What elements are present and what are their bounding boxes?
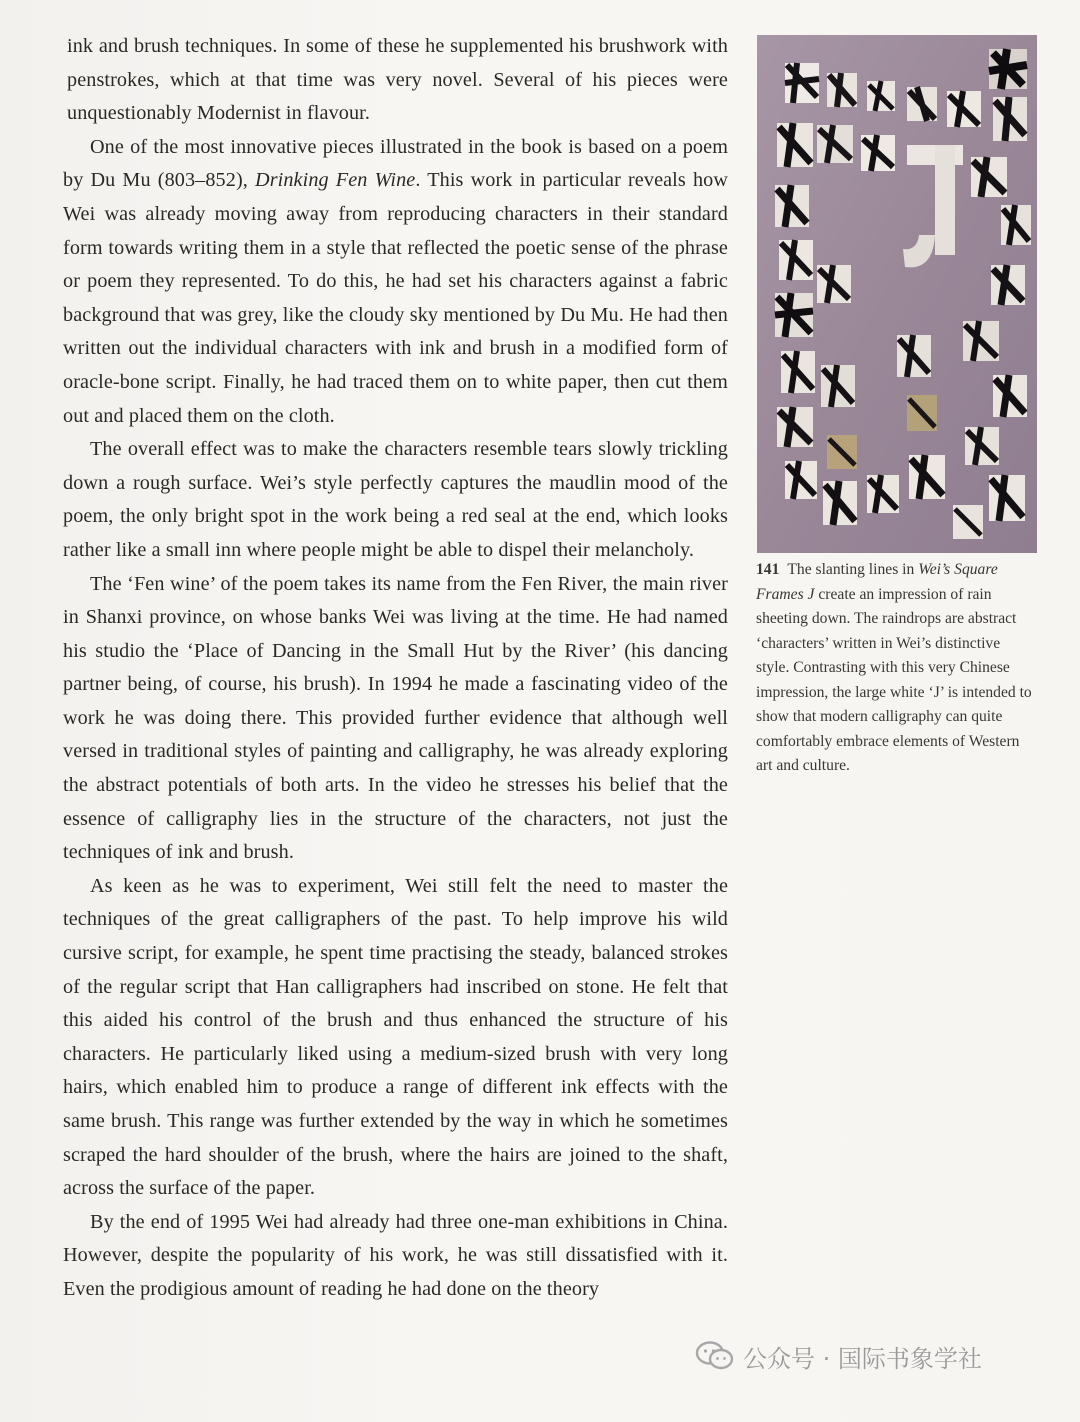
paragraph-2 [63,131,728,433]
paragraph-1: ink and brush techniques. In some of these he supplemented his brushwork with penstrokes, which at that time was very novel. Several of his pieces were unquestionably Modernist in flavour. [67,35,728,125]
wechat-watermark [695,1336,982,1376]
paragraph-3: The overall effect was to make the characters resemble tears slowly trickling down a rough surface. Wei’s style perfectly captures the maudlin mood of the poem, the only bright spot in the work being a red seal at the end, which looks rather like a small inn where people might be able to dispel their melancholy. [63,438,728,561]
caption-part-b: create an impression of rain sheeting down. The raindrops are abstract ‘characters’ written in Wei’s distinctive style. Contrasting with this very Chinese impression, the large white ‘J’ is intended to show that modern calligraphy can quite comfortably embrace elements of Western art and culture. [756,585,1032,774]
watermark-text: 公众号 · 国际书象学社 [743,1344,982,1373]
caption-part-a: The slanting lines in [787,561,919,578]
artwork-title: Wei’s Square Frames J [756,561,998,603]
poem-title: Drinking Fen Wine [255,169,416,192]
main-text-column [63,30,728,1307]
paragraph-2-part-a: One of the most innovative pieces illustrated in the book is based on a poem by Du Mu (803–852), [63,135,728,192]
artwork-image [757,35,1037,553]
paragraph-6: By the end of 1995 Wei had already had three one-man exhibitions in China. However, despite the popularity of his work, he was still dissatisfied with it. Even the prodigious amount of reading he had done on the theory [63,1210,728,1300]
figure-caption [756,558,1032,779]
figure-number: 141 [756,561,780,578]
wechat-icon [695,1340,735,1372]
square-frames-j-artwork [757,35,1037,553]
paragraph-4: The ‘Fen wine’ of the poem takes its name from the Fen River, the main river in Shanxi province, on whose banks Wei was living at the time. He had named his studio the ‘Place of Dancing in the Small Hut by the River’ (his dancing partner being, of course, his brush). In 1994 he made a fascinating video of the work he was doing there. This provided further evidence that although well versed in traditional styles of painting and calligraphy, he was already exploring the abstract potentials of both arts. In the video he stresses his belief that the essence of calligraphy lies in the structure of the characters, not just the techniques of ink and brush. [63,572,728,864]
paragraph-2-part-b: . This work in particular reveals how Wei was already moving away from reproducing characters in their standard form towards writing them in a style that reflected the poetic sense of the phrase or poem they represented. To do this, he had set his characters against a fabric background that was grey, like the cloudy sky mentioned by Du Mu. He had then written out the individual characters with ink and brush in a modified form of oracle-bone script. Finally, he had traced them on to white paper, then cut them out and placed them on the cloth. [63,169,729,427]
paragraph-5: As keen as he was to experiment, Wei still felt the need to master the techniques of the great calligraphers of the past. To help improve his wild cursive script, for example, he spent time practising the steady, balanced strokes of the regular script that Han calligraphers had inscribed on stone. He felt that this aided his control of the brush and thus enhanced the structure of his characters. He particularly liked using a medium-sized brush with very long hairs, which enabled him to produce a range of different ink effects with the same brush. This range was further extended by the way in which he sometimes scraped the hard shoulder of the brush, where the hairs are joined to the shaft, across the surface of the paper. [63,874,728,1200]
